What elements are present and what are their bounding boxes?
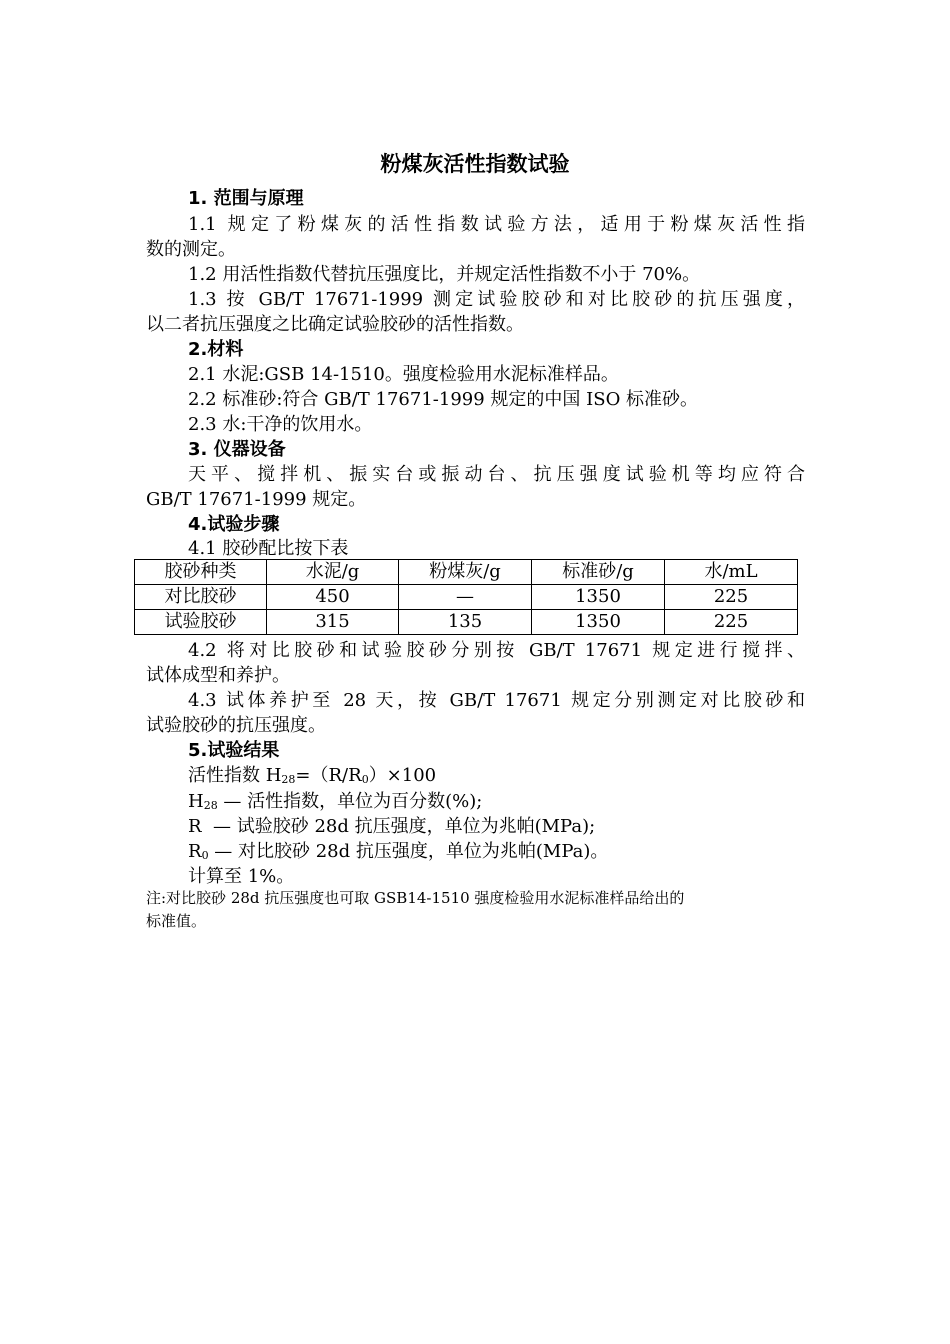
table-cell: 450 (267, 585, 399, 610)
formula-prefix: 活性指数 H (188, 765, 282, 786)
formula-middle: =（R/R (295, 765, 362, 786)
table-cell: 1350 (532, 610, 665, 635)
paragraph-1-3-line-2: 以二者抗压强度之比确定试验胶砂的活性指数。 (146, 314, 524, 335)
paragraph-2-3: 2.3 水:干净的饮用水。 (188, 414, 373, 435)
calculation-precision: 计算至 1%。 (188, 866, 295, 887)
paragraph-1-2: 1.2 用活性指数代替抗压强度比，并规定活性指数不小于 70%。 (188, 264, 701, 285)
section-1-heading: 1. 范围与原理 (188, 188, 304, 209)
paragraph-4-2-line-2: 试体成型和养护。 (146, 665, 290, 686)
definition-text: — 活性指数，单位为百分数(%); (217, 791, 483, 812)
formula-subscript-28: 28 (281, 773, 296, 786)
paragraph-3-line-2: GB/T 17671-1999 规定。 (146, 489, 367, 510)
table-header-cell: 胶砂种类 (135, 560, 267, 585)
paragraph-4-3-line-2: 试验胶砂的抗压强度。 (146, 715, 326, 736)
document-title: 粉煤灰活性指数试验 (380, 152, 570, 176)
formula-subscript-0: 0 (361, 773, 369, 786)
table-cell: 225 (665, 585, 798, 610)
table-header-cell: 粉煤灰/g (399, 560, 532, 585)
note-line-2: 标准值。 (146, 912, 207, 930)
paragraph-4-3-line-1: 4.3 试体养护至 28 天，按 GB/T 17671 规定分别测定对比胶砂和 (188, 690, 805, 711)
table-cell: 1350 (532, 585, 665, 610)
formula-suffix: ）×100 (368, 765, 437, 786)
section-5-heading: 5.试验结果 (188, 740, 280, 761)
paragraph-2-2: 2.2 标准砂:符合 GB/T 17671-1999 规定的中国 ISO 标准砂。 (188, 389, 699, 410)
paragraph-2-1: 2.1 水泥:GSB 14-1510。强度检验用水泥标准样品。 (188, 364, 619, 385)
table-header-cell: 水泥/g (267, 560, 399, 585)
paragraph-1-1-line-1: 1.1 规定了粉煤灰的活性指数试验方法，适用于粉煤灰活性指 (188, 214, 805, 235)
paragraph-4-2-line-1: 4.2 将对比胶砂和试验胶砂分别按 GB/T 17671 规定进行搅拌、 (188, 640, 805, 661)
table-cell: 135 (399, 610, 532, 635)
table-header-cell: 水/mL (665, 560, 798, 585)
table-row (135, 610, 798, 635)
definition-subscript: 0 (201, 849, 209, 862)
definition-subscript: 28 (203, 799, 218, 812)
mix-ratio-table (134, 559, 798, 635)
table-header-row (135, 560, 798, 585)
section-3-heading: 3. 仪器设备 (188, 439, 286, 460)
table-row (135, 585, 798, 610)
paragraph-1-3-line-1: 1.3 按 GB/T 17671-1999 测定试验胶砂和对比胶砂的抗压强度， (188, 289, 805, 310)
note-line-1: 注:对比胶砂 28d 抗压强度也可取 GSB14-1510 强度检验用水泥标准样品给出的 (146, 889, 685, 907)
definition-r: R — 试验胶砂 28d 抗压强度，单位为兆帕(MPa); (188, 816, 596, 837)
definition-text: — 对比胶砂 28d 抗压强度，单位为兆帕(MPa)。 (208, 841, 609, 862)
table-cell: 315 (267, 610, 399, 635)
paragraph-3-line-1: 天平、搅拌机、振实台或振动台、抗压强度试验机等均应符合 (188, 464, 805, 485)
section-4-heading: 4.试验步骤 (188, 514, 280, 535)
table-cell: 试验胶砂 (135, 610, 267, 635)
paragraph-1-1-line-2: 数的测定。 (146, 239, 236, 260)
table-header-cell: 标准砂/g (532, 560, 665, 585)
paragraph-4-1: 4.1 胶砂配比按下表 (188, 538, 349, 559)
table-cell: 对比胶砂 (135, 585, 267, 610)
definition-symbol: R (188, 841, 202, 862)
section-2-heading: 2.材料 (188, 339, 244, 360)
table-cell: — (399, 585, 532, 610)
definition-symbol: H (188, 791, 204, 812)
table-cell: 225 (665, 610, 798, 635)
